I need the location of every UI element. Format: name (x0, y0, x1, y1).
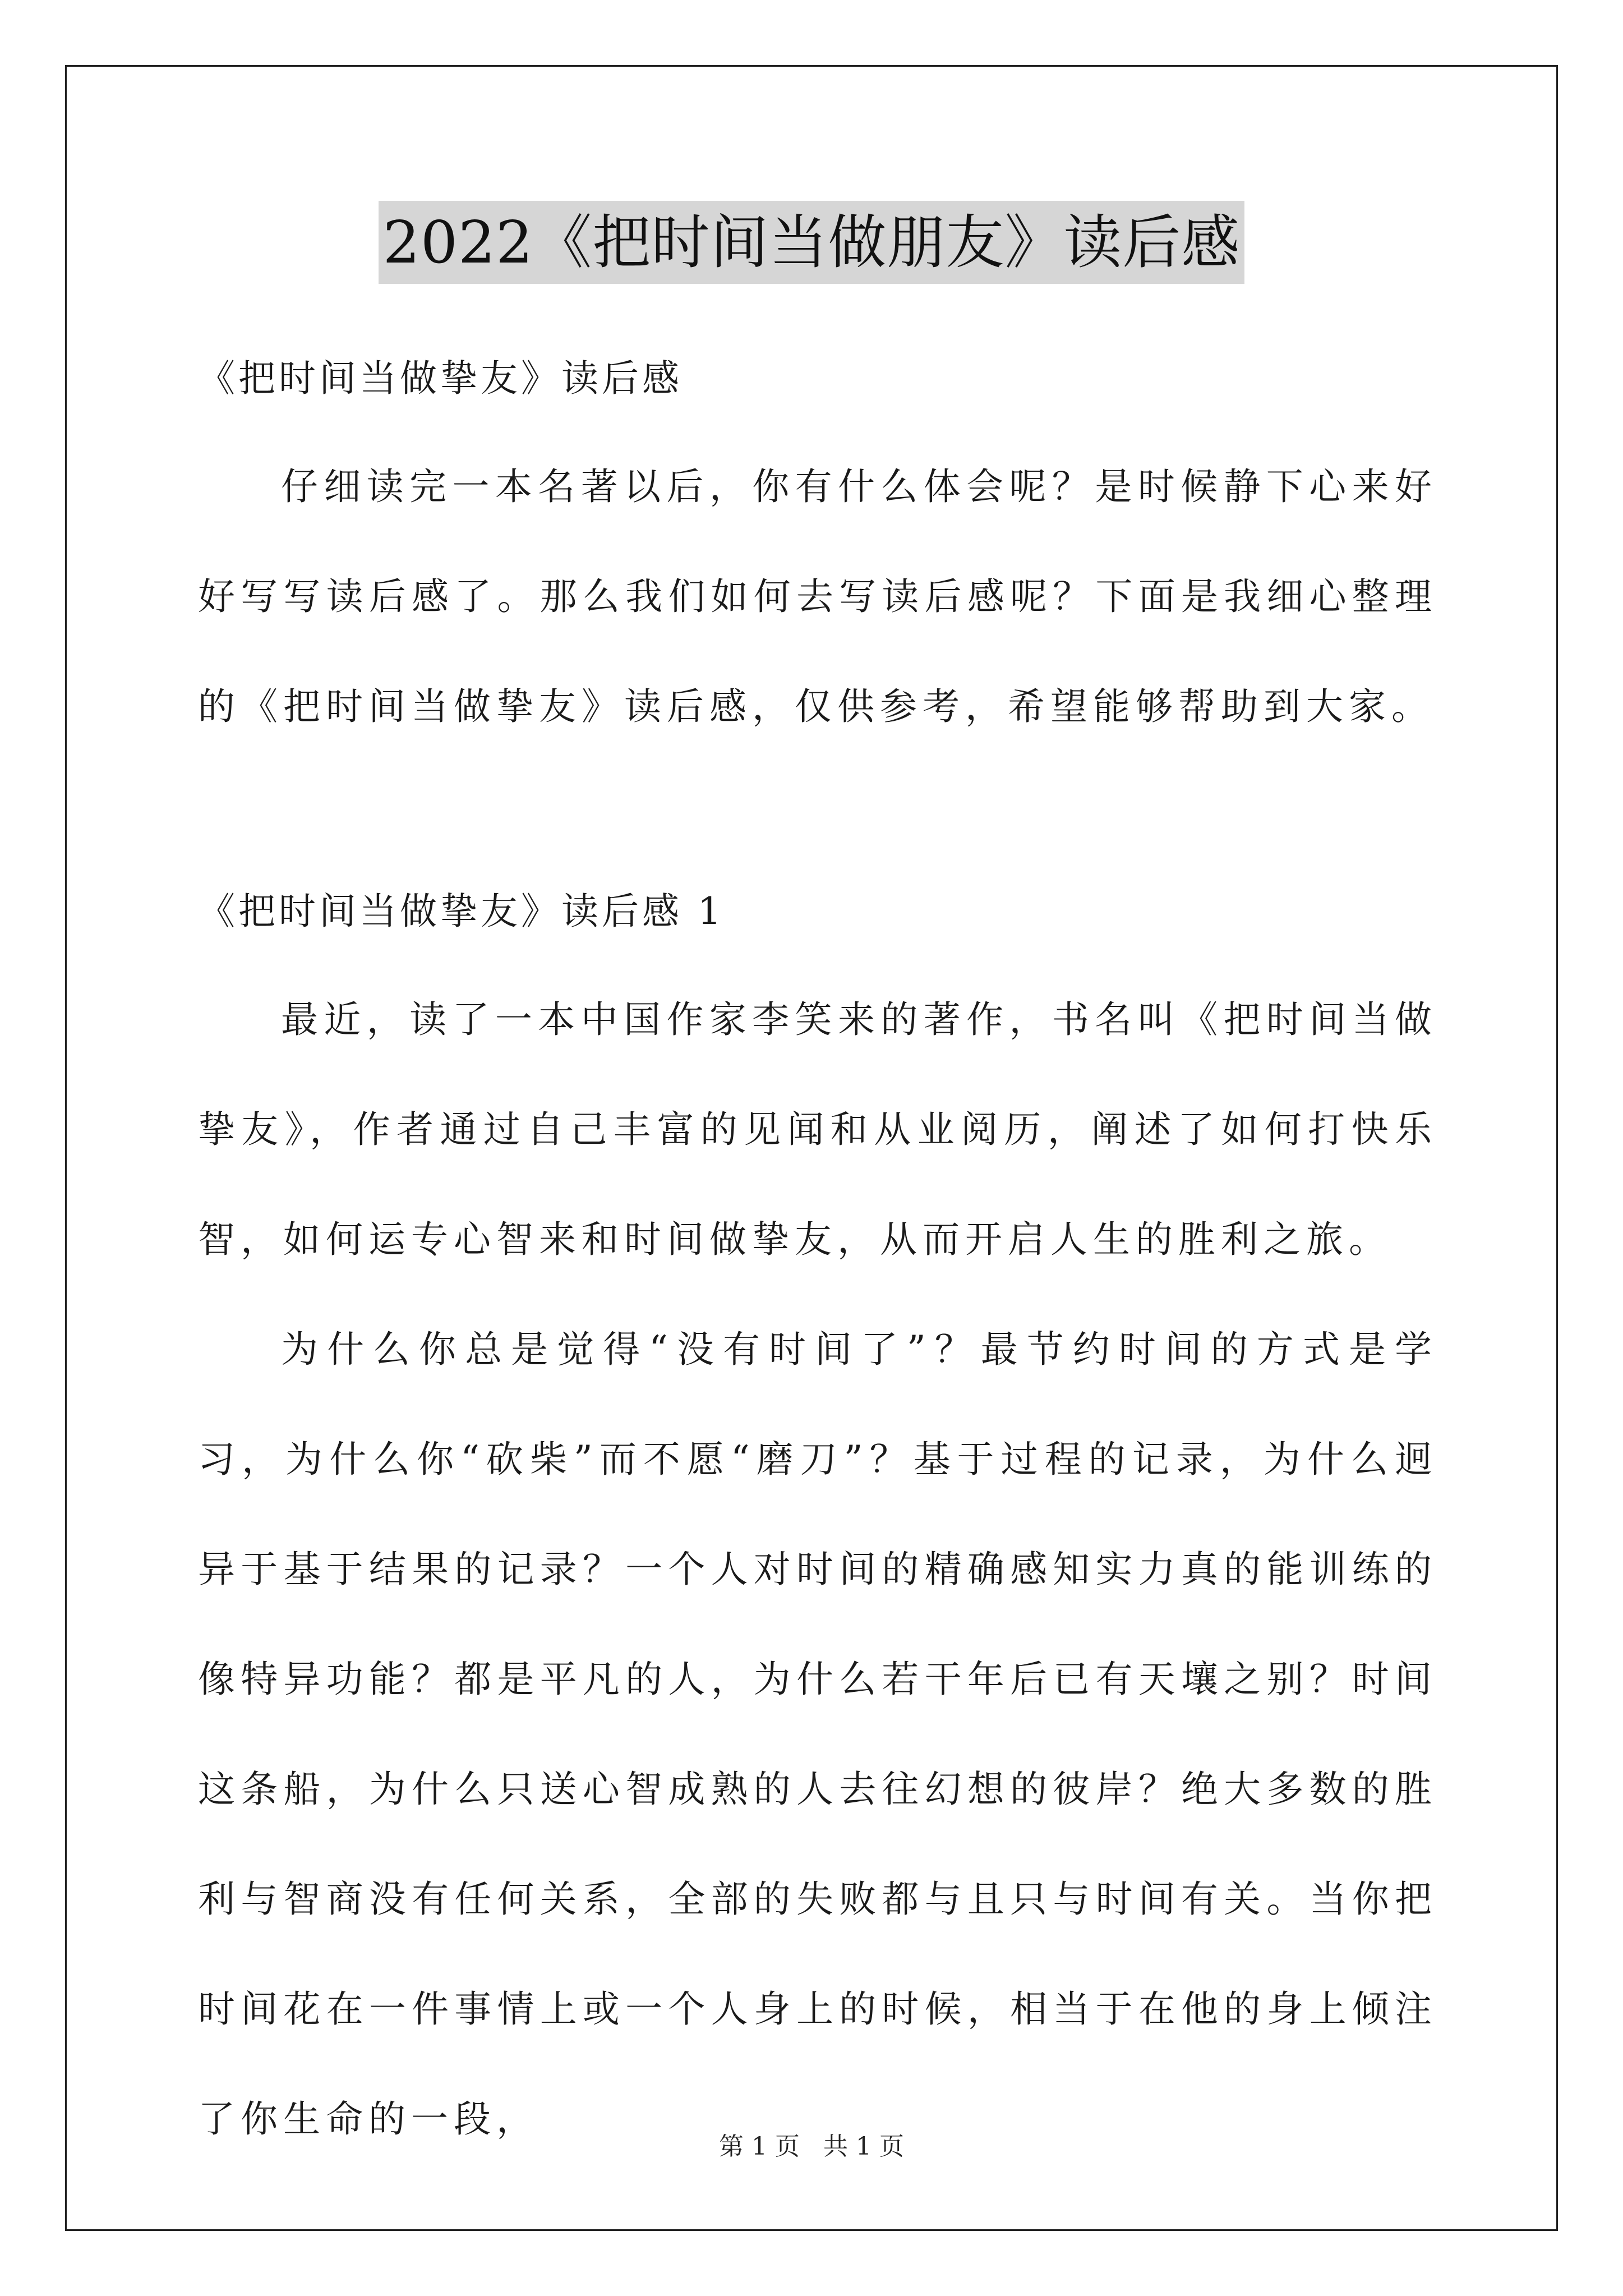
intro-section (198, 432, 1437, 762)
title-container (0, 201, 1623, 284)
section-heading: 《把时间当做挚友》读后感 1 (198, 890, 725, 933)
page-total: 共 1 页 (823, 2132, 904, 2161)
intro-paragraph: 仔细读完一本名著以后，你有什么体会呢？是时候静下心来好好写写读后感了。那么我们如何去写读后感呢？下面是我细心整理的《把时间当做挚友》读后感，仅供参考，希望能够帮助到大家。 (198, 465, 1437, 728)
page-footer (0, 2126, 1623, 2162)
body-section (198, 965, 1437, 2174)
document-title: 2022《把时间当做朋友》读后感 (379, 201, 1245, 284)
body-paragraph-1: 最近，读了一本中国作家李笑来的著作，书名叫《把时间当做挚友》，作者通过自己丰富的见闻和从业阅历，阐述了如何打快乐智，如何运专心智来和时间做挚友，从而开启人生的胜利之旅。 (198, 998, 1437, 1261)
document-subtitle: 《把时间当做挚友》读后感 (198, 357, 683, 400)
page-number: 第 1 页 (719, 2132, 800, 2161)
body-paragraph-2: 为什么你总是觉得“没有时间了”？最节约时间的方式是学习，为什么你“砍柴”而不愿“磨刀”？基于过程的记录，为什么迥异于基于结果的记录？一个人对时间的精确感知实力真的能训练的像特异功能？都是平凡的人，为什么若干年后已有天壤之别？时间这条船，为什么只送心智成熟的人去往幻想的彼岸？绝大多数的胜利与智商没有任何关系，全部的失败都与且只与时间有关。当你把时间花在一件事情上或一个人身上的时候，相当于在他的身上倾注了你生命的一段， (198, 1328, 1437, 2141)
